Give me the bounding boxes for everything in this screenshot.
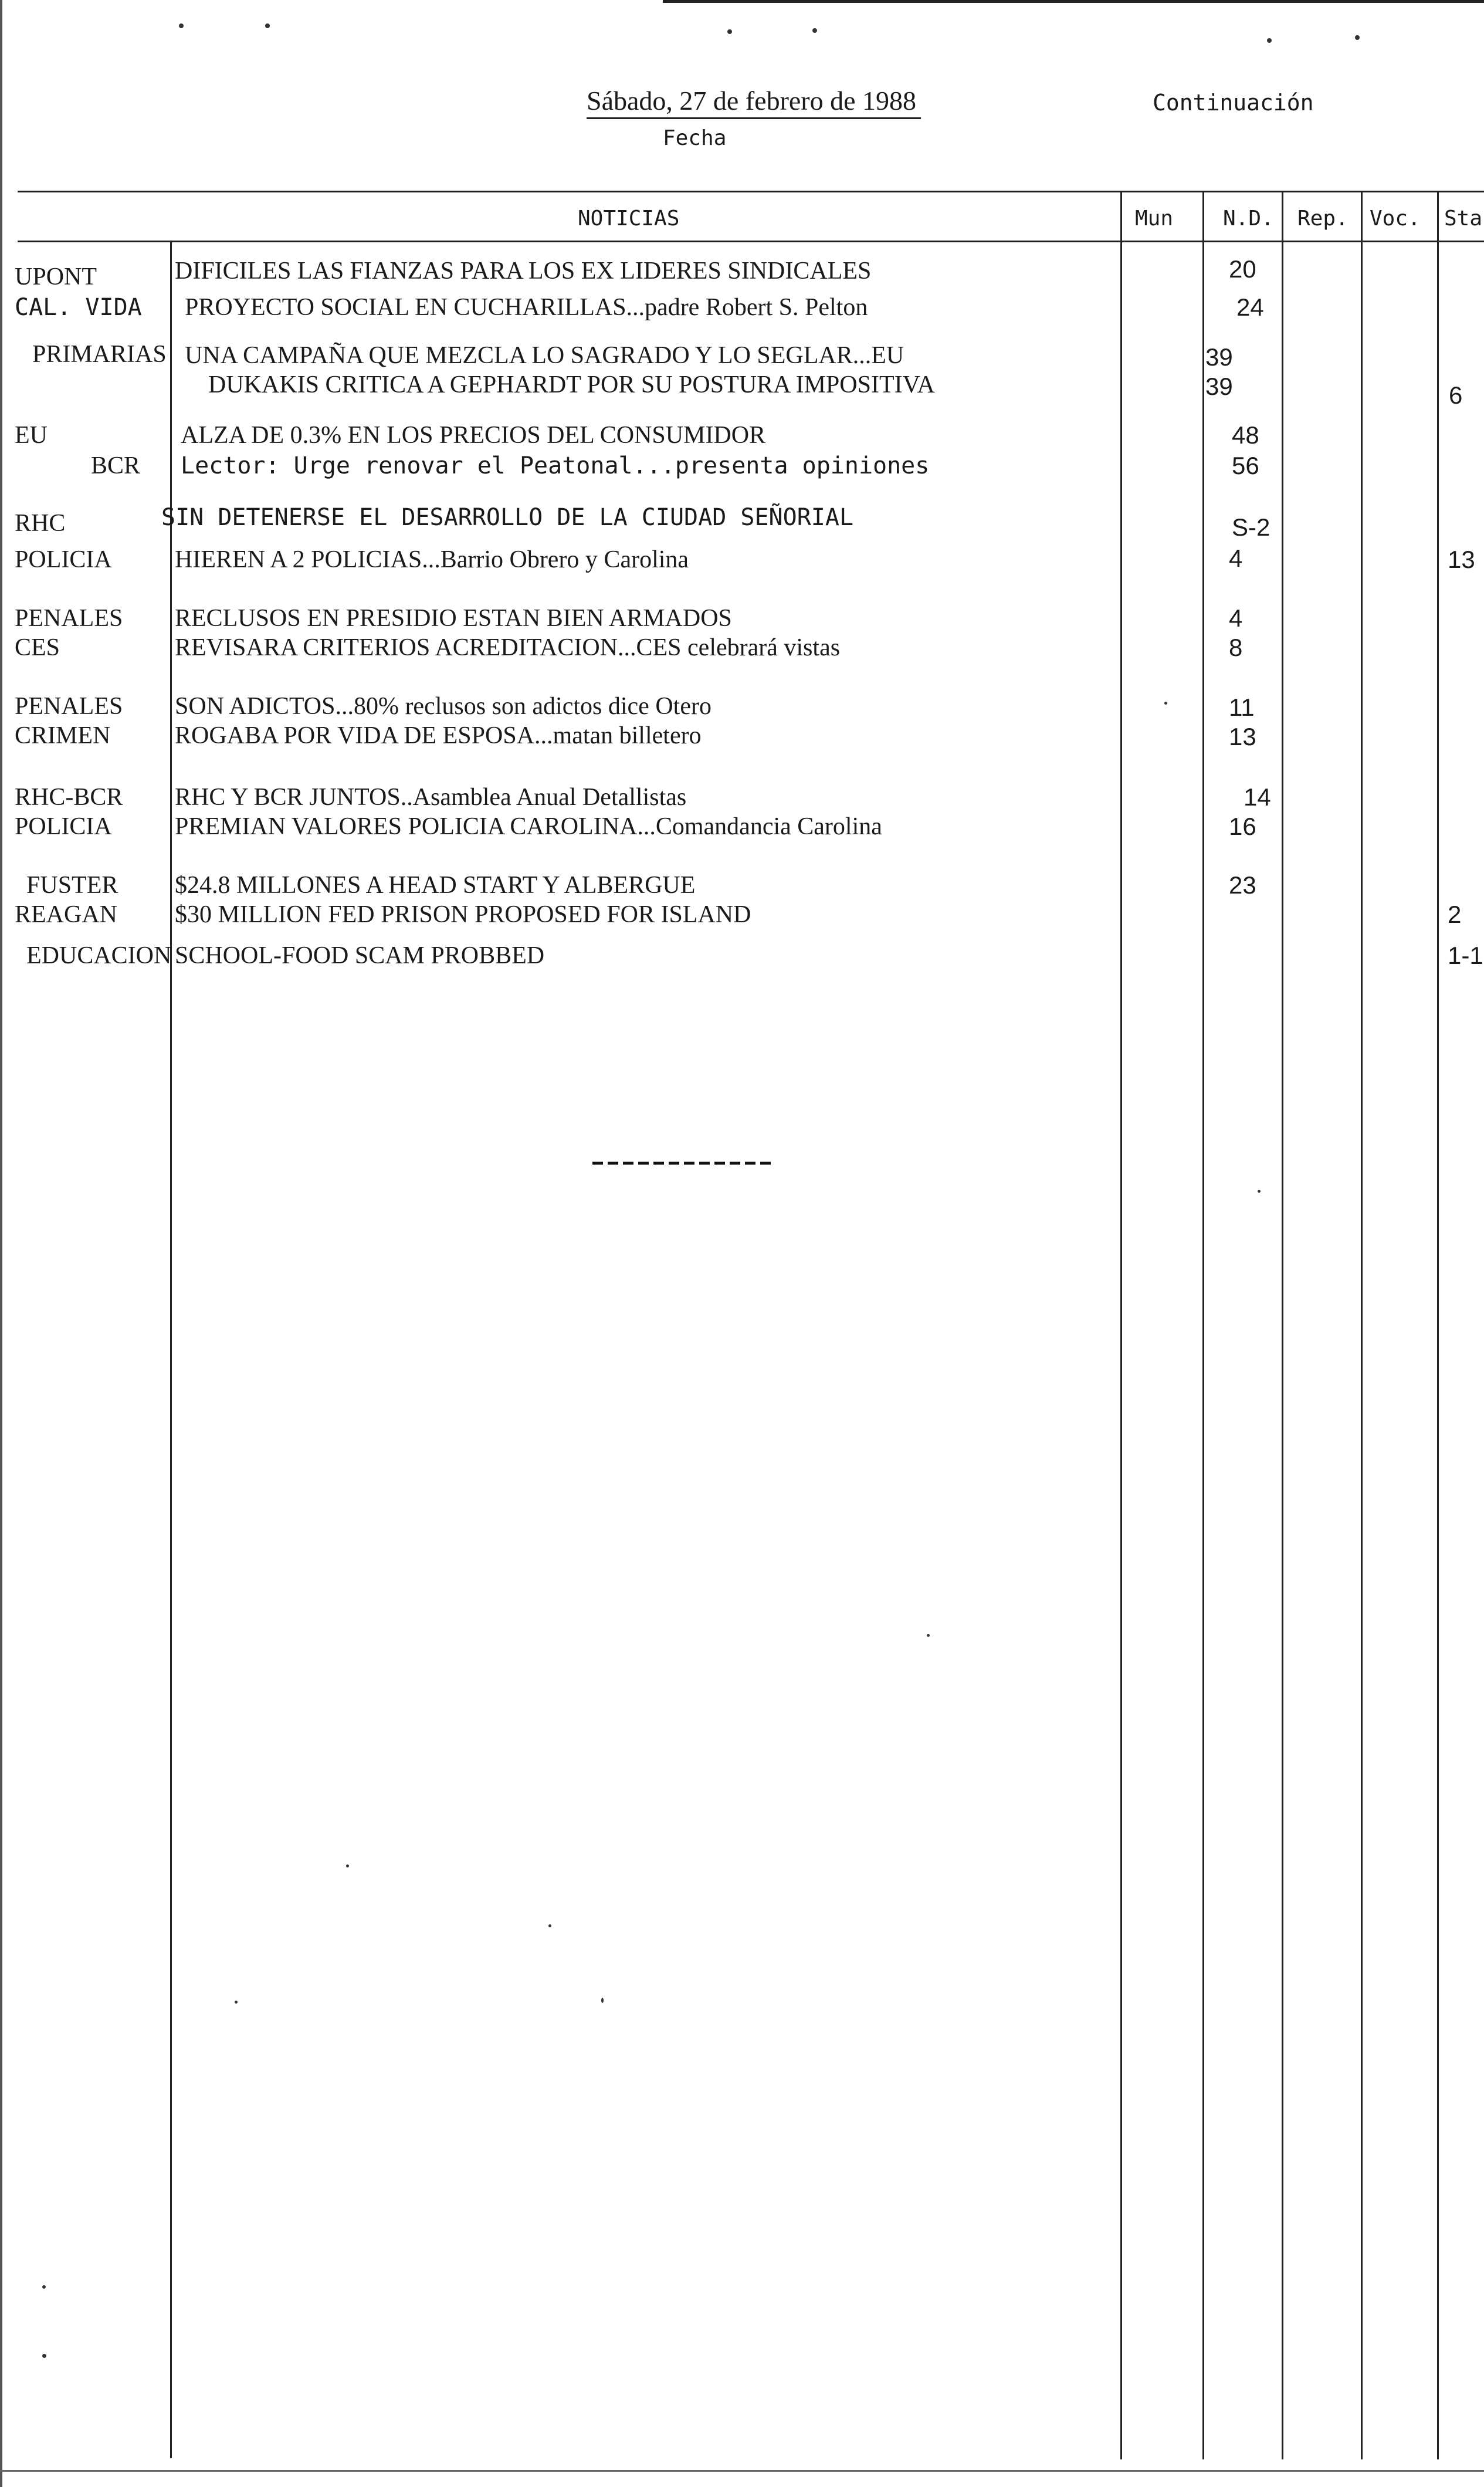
row-headline: Lector: Urge renovar el Peatonal...presenta opiniones <box>181 452 930 479</box>
row-headline: $24.8 MILLONES A HEAD START Y ALBERGUE <box>175 872 696 899</box>
table-top-rule <box>18 191 1484 192</box>
column-header-rep: Rep. <box>1297 207 1349 231</box>
row-headline: SIN DETENERSE EL DESARROLLO DE LA CIUDAD SEÑORIAL <box>161 504 854 531</box>
date-underline <box>587 117 921 119</box>
column-divider-voc <box>1361 192 1363 2459</box>
row-nd: 8 <box>1229 634 1243 661</box>
separator-text <box>592 1141 770 1170</box>
row-nd: 23 <box>1229 871 1256 899</box>
scan-speck <box>1258 1190 1261 1193</box>
row-nd: 20 <box>1229 255 1256 283</box>
row-headline: UNA CAMPAÑA QUE MEZCLA LO SAGRADO Y LO SEGLAR...EU <box>185 342 904 369</box>
row-category: REAGAN <box>15 901 117 928</box>
row-headline: DIFICILES LAS FIANZAS PARA LOS EX LIDERES SINDICALES <box>175 258 872 285</box>
row-star: 1-1 <box>1448 942 1483 969</box>
row-nd: 16 <box>1229 813 1256 840</box>
row-category: CRIMEN <box>15 722 111 749</box>
scan-speck <box>727 29 732 34</box>
row-star: 2 <box>1448 901 1462 928</box>
row-category: CES <box>15 634 60 661</box>
bottom-border <box>0 2470 1484 2472</box>
scan-speck <box>235 2001 238 2004</box>
scan-speck <box>601 1998 604 2003</box>
row-nd: S-2 <box>1232 513 1270 541</box>
row-nd: 14 <box>1244 783 1271 811</box>
scan-speck <box>812 28 817 33</box>
row-headline: PROYECTO SOCIAL EN CUCHARILLAS...padre Robert S. Pelton <box>185 294 868 321</box>
row-category: PENALES <box>15 605 123 632</box>
row-star: 13 <box>1448 546 1475 573</box>
row-nd: 56 <box>1232 452 1259 479</box>
row-category: POLICIA <box>15 813 112 840</box>
row-nd: 48 <box>1232 421 1259 449</box>
row-nd: 4 <box>1229 544 1243 572</box>
column-divider-mun <box>1120 192 1122 2459</box>
column-divider-star <box>1437 192 1439 2459</box>
scan-speck <box>927 1634 930 1637</box>
row-category: EU <box>15 422 48 449</box>
scan-speck <box>265 23 270 28</box>
row-nd: 11 <box>1229 693 1255 721</box>
row-nd: 13 <box>1229 723 1256 750</box>
column-header-mun: Mun <box>1135 207 1174 231</box>
row-headline: $30 MILLION FED PRISON PROPOSED FOR ISLAND <box>175 901 751 928</box>
row-headline: ROGABA POR VIDA DE ESPOSA...matan billetero <box>175 722 702 749</box>
row-category: BCR <box>91 452 141 479</box>
column-header-nd: N.D. <box>1223 207 1274 231</box>
scan-speck <box>42 2354 46 2358</box>
row-category: RHC-BCR <box>15 784 123 811</box>
row-nd: 4 <box>1229 604 1243 632</box>
scan-speck <box>548 1924 551 1927</box>
row-category: CAL. VIDA <box>15 294 142 321</box>
column-header-voc: Voc. <box>1370 207 1421 231</box>
row-headline: HIEREN A 2 POLICIAS...Barrio Obrero y Carolina <box>175 546 689 573</box>
row-headline: SCHOOL-FOOD SCAM PROBBED <box>175 942 545 969</box>
continuation-label: Continuación <box>1153 90 1314 116</box>
column-divider-rep <box>1282 192 1283 2459</box>
top-border <box>663 0 1484 3</box>
row-headline: PREMIAN VALORES POLICIA CAROLINA...Comandancia Carolina <box>175 813 882 840</box>
row-headline: ALZA DE 0.3% EN LOS PRECIOS DEL CONSUMIDOR <box>181 422 766 449</box>
row-category: PRIMARIAS <box>32 341 167 368</box>
date-field-label: Fecha <box>663 126 727 150</box>
scan-speck <box>1355 35 1360 40</box>
row-category: FUSTER <box>26 872 118 899</box>
table-header-rule <box>18 241 1484 242</box>
row-headline: RHC Y BCR JUNTOS..Asamblea Anual Detallistas <box>175 784 687 811</box>
left-border <box>0 0 2 2487</box>
scan-speck <box>179 23 184 28</box>
row-category: EDUCACION <box>26 942 172 969</box>
row-category: PENALES <box>15 693 123 720</box>
row-headline: SON ADICTOS...80% reclusos son adictos dice Otero <box>175 693 711 720</box>
column-divider-nd <box>1202 192 1204 2459</box>
scan-speck <box>1164 702 1167 705</box>
column-header-news: NOTICIAS <box>578 207 680 231</box>
category-divider <box>170 241 172 2458</box>
scan-speck <box>346 1865 349 1867</box>
row-star: 6 <box>1449 381 1463 409</box>
row-headline: DUKAKIS CRITICA A GEPHARDT POR SU POSTURA IMPOSITIVA <box>208 371 935 398</box>
row-category: UPONT <box>15 263 97 290</box>
row-category: POLICIA <box>15 546 112 573</box>
scan-speck <box>42 2285 46 2289</box>
row-headline: RECLUSOS EN PRESIDIO ESTAN BIEN ARMADOS <box>175 605 732 632</box>
row-nd: 39 <box>1205 343 1233 371</box>
column-header-star: Sta <box>1444 207 1483 231</box>
header-date: Sábado, 27 de febrero de 1988 <box>587 86 917 116</box>
row-nd: 39 <box>1205 373 1233 400</box>
row-nd: 24 <box>1236 293 1264 321</box>
row-headline: REVISARA CRITERIOS ACREDITACION...CES celebrará vistas <box>175 634 841 661</box>
scan-speck <box>1267 38 1272 43</box>
row-category: RHC <box>15 510 66 537</box>
